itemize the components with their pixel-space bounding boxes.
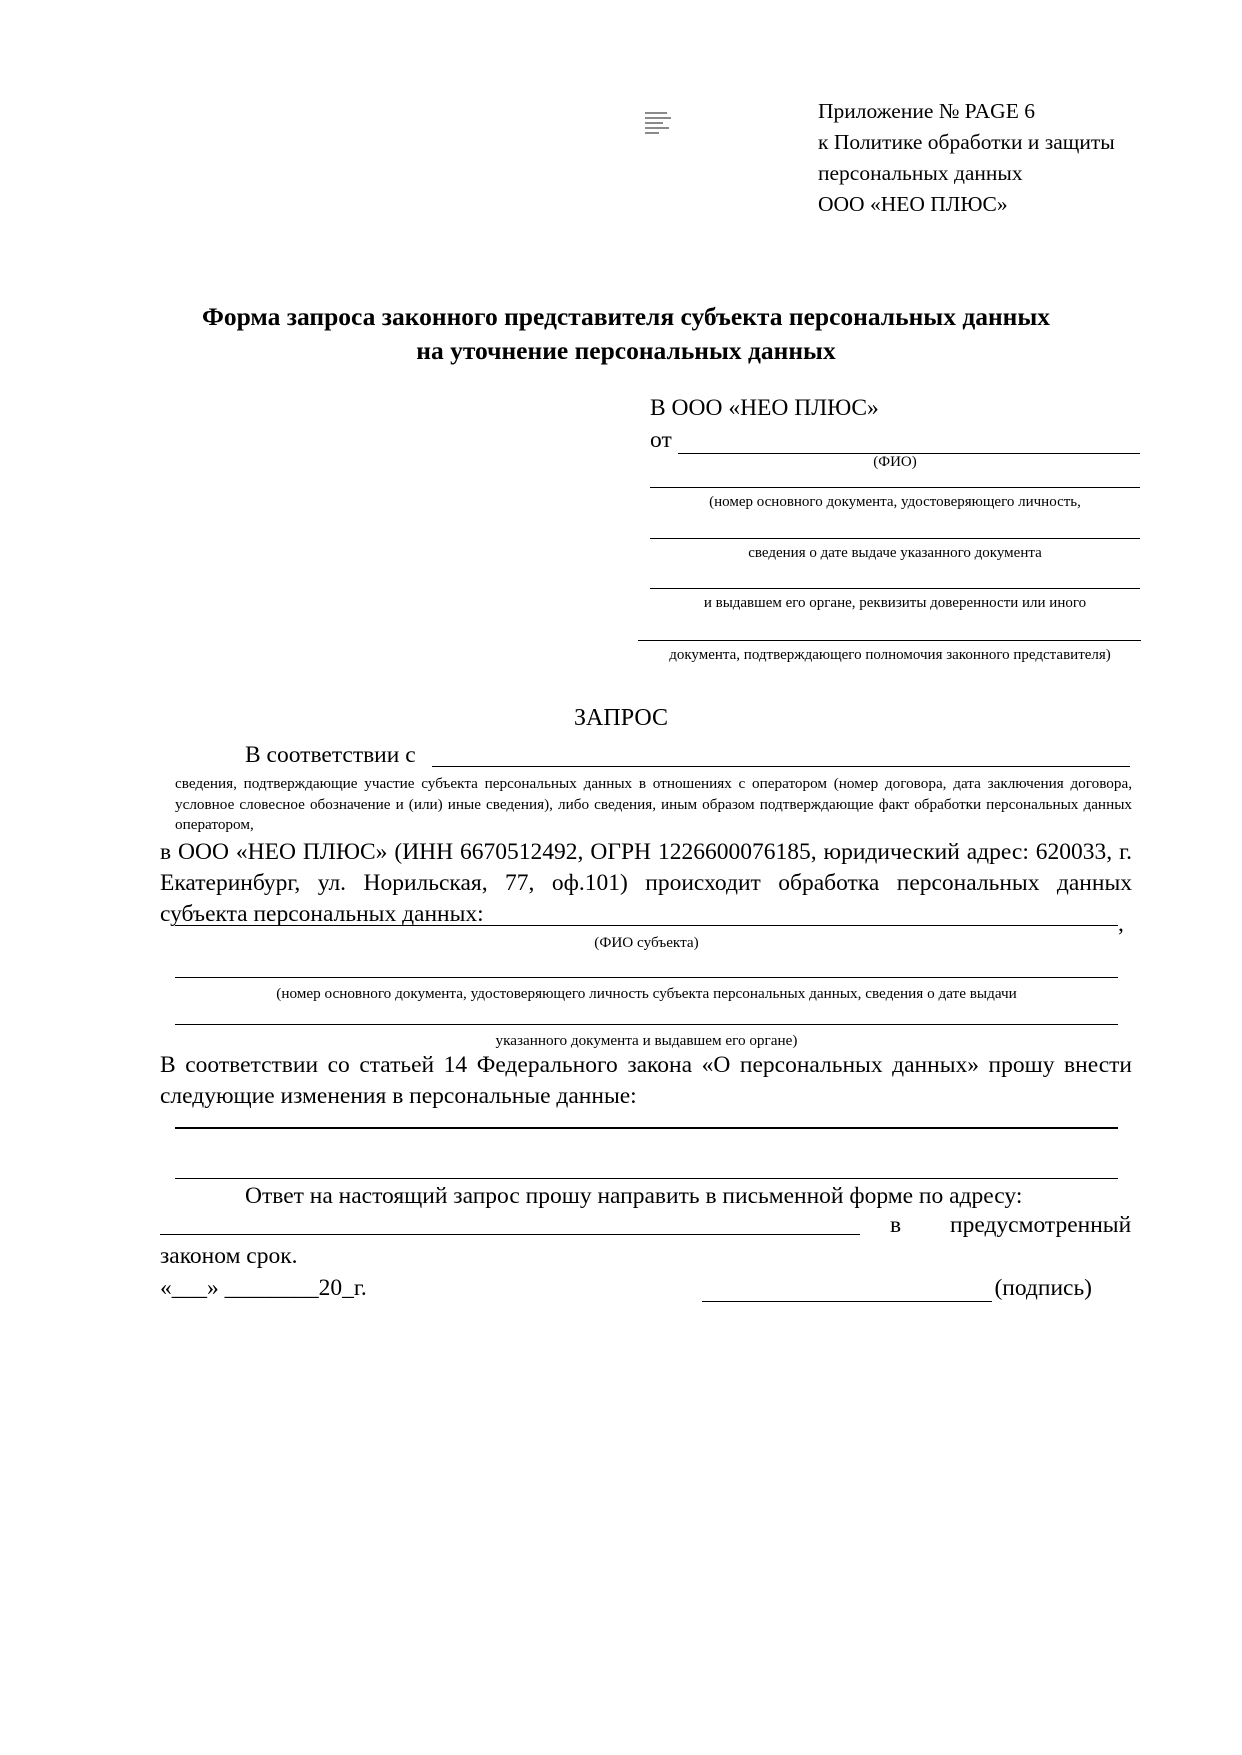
subject-doc-fill-line[interactable]	[175, 977, 1118, 978]
answer-tail-3: законом срок.	[160, 1243, 298, 1269]
signature-row	[160, 1275, 1092, 1302]
from-fill-line[interactable]	[678, 431, 1140, 454]
addressee-to: В ООО «НЕО ПЛЮС»	[650, 395, 879, 421]
appendix-policy-line-1: к Политике обработки и защиты	[818, 130, 1115, 154]
caption-doc-organ: и выдавшем его органе, реквизиты доверенности или иного	[703, 595, 1087, 611]
request-intro-fill-line[interactable]	[432, 766, 1130, 767]
signature-area	[702, 1275, 1092, 1302]
page-title	[160, 300, 1092, 368]
caption-doc-power: документа, подтверждающего полномочия законного представителя)	[669, 647, 1111, 663]
caption-subject-doc-2: указанного документа и выдавшем его органе)	[495, 1032, 798, 1049]
doc-power-fill-line[interactable]	[638, 640, 1141, 641]
signature-fill-line[interactable]	[702, 1281, 992, 1302]
doc-number-fill-line[interactable]	[650, 487, 1140, 488]
changes-fill-line-2[interactable]	[175, 1178, 1118, 1179]
request-intro: В соответствии с	[245, 742, 416, 768]
caption-subject-fio: (ФИО субъекта)	[594, 934, 699, 951]
caption-signature: (подпись)	[994, 1275, 1092, 1301]
page-title-line-1: Форма запроса законного представителя субъекта персональных данных	[201, 302, 1051, 331]
doc-organ-fill-line[interactable]	[650, 588, 1140, 589]
subject-doc-fill-line-2[interactable]	[175, 1024, 1118, 1025]
operator-paragraph: в ООО «НЕО ПЛЮС» (ИНН 6670512492, ОГРН 1226600076185, юридический адрес: 620033, г. Екатеринбург, ул. Норильская, 77, оф.101) происходит обработка персональных данных субъекта персональных данных:	[160, 839, 1132, 927]
addressee-from-label: от	[650, 427, 672, 453]
changes-fill-line-1[interactable]	[175, 1127, 1118, 1129]
appendix-policy-line-2: персональных данных	[818, 161, 1023, 185]
subject-fio-comma: ,	[1118, 911, 1124, 937]
appendix-number: Приложение № PAGE 6	[818, 99, 1035, 123]
caption-subject-doc: (номер основного документа, удостоверяющего личность субъекта персональных данных, сведения о дате выдачи	[276, 985, 1017, 1002]
date-placeholder[interactable]: «___» ________20_г.	[160, 1275, 367, 1301]
addressee-from-row	[650, 427, 1140, 454]
answer-address-fill-line[interactable]	[160, 1234, 860, 1235]
appendix-company: ООО «НЕО ПЛЮС»	[818, 192, 1008, 216]
answer-paragraph: Ответ на настоящий запрос прошу направить в письменной форме по адресу:	[245, 1183, 1023, 1209]
caption-doc-number: (номер основного документа, удостоверяющего личность,	[709, 494, 1081, 510]
caption-doc-date: сведения о дате выдаче указанного документа	[748, 545, 1042, 561]
subject-fio-fill-line[interactable]	[175, 925, 1118, 926]
answer-tail-2: предусмотренный	[950, 1212, 1132, 1238]
page-title-line-2: на уточнение персональных данных	[416, 336, 836, 365]
law-paragraph: В соответствии со статьей 14 Федерального закона «О персональных данных» прошу внести следующие изменения в персональные данные:	[160, 1052, 1132, 1109]
answer-tail-1: в	[890, 1212, 902, 1238]
request-heading: ЗАПРОС	[574, 705, 668, 731]
request-intro-note: сведения, подтверждающие участие субъекта персональных данных в отношениях с оператором (номер договора, дата заключения договора, условное словесное обозначение и (или) иные сведения), либо сведения, иным образом подтверждающие факт обработки персональных данных оператором,	[175, 775, 1132, 833]
document-lines-icon	[645, 112, 671, 134]
doc-date-fill-line[interactable]	[650, 538, 1140, 539]
caption-fio: (ФИО)	[873, 454, 917, 470]
appendix-reference	[818, 96, 1238, 220]
